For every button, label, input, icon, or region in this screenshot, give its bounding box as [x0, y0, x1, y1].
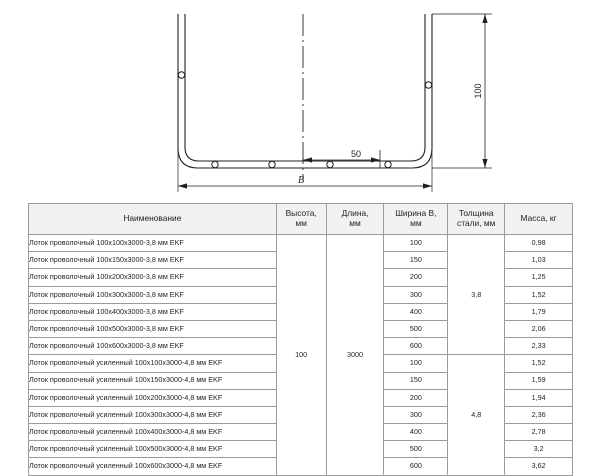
- cell-mass: 3,62: [505, 458, 573, 475]
- cell-width: 600: [384, 338, 448, 355]
- cell-width: 100: [384, 355, 448, 372]
- cell-width: 200: [384, 389, 448, 406]
- cell-width: 200: [384, 269, 448, 286]
- dim-label-B: B: [297, 175, 305, 186]
- wire-node: [385, 161, 391, 167]
- dim-label-50: 50: [350, 149, 362, 159]
- cell-width: 400: [384, 303, 448, 320]
- cell-mass: 2,06: [505, 320, 573, 337]
- wire-node: [178, 72, 184, 78]
- cell-width: 300: [384, 286, 448, 303]
- cell-width: 300: [384, 406, 448, 423]
- cell-product-name: Лоток проволочный усиленный 100х150х3000-4,8 мм EKF: [29, 372, 277, 389]
- table-header-row: [29, 204, 573, 235]
- cell-product-name: Лоток проволочный усиленный 100х200х3000-4,8 мм EKF: [29, 389, 277, 406]
- cell-width: 150: [384, 372, 448, 389]
- cell-height: 100: [276, 235, 326, 476]
- cell-product-name: Лоток проволочный усиленный 100х400х3000-4,8 мм EKF: [29, 424, 277, 441]
- wire-node: [212, 161, 218, 167]
- col-header-thickness: Толщина стали, мм: [448, 204, 505, 235]
- col-header-mass: Масса, кг: [505, 204, 573, 235]
- cell-mass: 1,52: [505, 286, 573, 303]
- cell-mass: 0,98: [505, 235, 573, 252]
- cell-width: 600: [384, 458, 448, 475]
- col-header-length: Длина, мм: [326, 204, 384, 235]
- cell-mass: 2,33: [505, 338, 573, 355]
- cell-mass: 1,52: [505, 355, 573, 372]
- cell-product-name: Лоток проволочный усиленный 100х600х3000-4,8 мм EKF: [29, 458, 277, 475]
- cell-thickness: 3,8: [448, 235, 505, 355]
- col-header-name: Наименование: [29, 204, 277, 235]
- wire-node: [327, 161, 333, 167]
- specification-table: [28, 203, 573, 476]
- cell-mass: 1,94: [505, 389, 573, 406]
- cell-mass: 1,79: [505, 303, 573, 320]
- cell-product-name: Лоток проволочный усиленный 100х100х3000-4,8 мм EKF: [29, 355, 277, 372]
- cell-thickness: 4,8: [448, 355, 505, 475]
- wire-node: [425, 82, 431, 88]
- wire-node: [269, 161, 275, 167]
- cell-product-name: Лоток проволочный 100х600х3000-3,8 мм EKF: [29, 338, 277, 355]
- col-header-width: Ширина B, мм: [384, 204, 448, 235]
- cell-mass: 2,78: [505, 424, 573, 441]
- cell-width: 500: [384, 441, 448, 458]
- table-body: [29, 235, 573, 476]
- cell-product-name: Лоток проволочный 100х150х3000-3,8 мм EKF: [29, 252, 277, 269]
- dim-label-100: 100: [473, 83, 483, 99]
- cell-product-name: Лоток проволочный усиленный 100х500х3000-4,8 мм EKF: [29, 441, 277, 458]
- cell-product-name: Лоток проволочный 100х400х3000-3,8 мм EKF: [29, 303, 277, 320]
- col-header-height: Высота, мм: [276, 204, 326, 235]
- specification-table-wrapper: [28, 203, 573, 476]
- cell-mass: 2,36: [505, 406, 573, 423]
- cell-product-name: Лоток проволочный 100х500х3000-3,8 мм EKF: [29, 320, 277, 337]
- cell-product-name: Лоток проволочный 100х200х3000-3,8 мм EKF: [29, 269, 277, 286]
- cell-width: 100: [384, 235, 448, 252]
- cell-product-name: Лоток проволочный 100х100х3000-3,8 мм EKF: [29, 235, 277, 252]
- cell-product-name: Лоток проволочный 100х300х3000-3,8 мм EKF: [29, 286, 277, 303]
- technical-drawing: [0, 0, 600, 200]
- cell-width: 400: [384, 424, 448, 441]
- table-row: [29, 235, 573, 252]
- cell-width: 500: [384, 320, 448, 337]
- cell-mass: 1,03: [505, 252, 573, 269]
- cell-product-name: Лоток проволочный усиленный 100х300х3000-4,8 мм EKF: [29, 406, 277, 423]
- cell-mass: 1,59: [505, 372, 573, 389]
- cell-length: 3000: [326, 235, 384, 476]
- cell-mass: 3,2: [505, 441, 573, 458]
- cell-mass: 1,25: [505, 269, 573, 286]
- cell-width: 150: [384, 252, 448, 269]
